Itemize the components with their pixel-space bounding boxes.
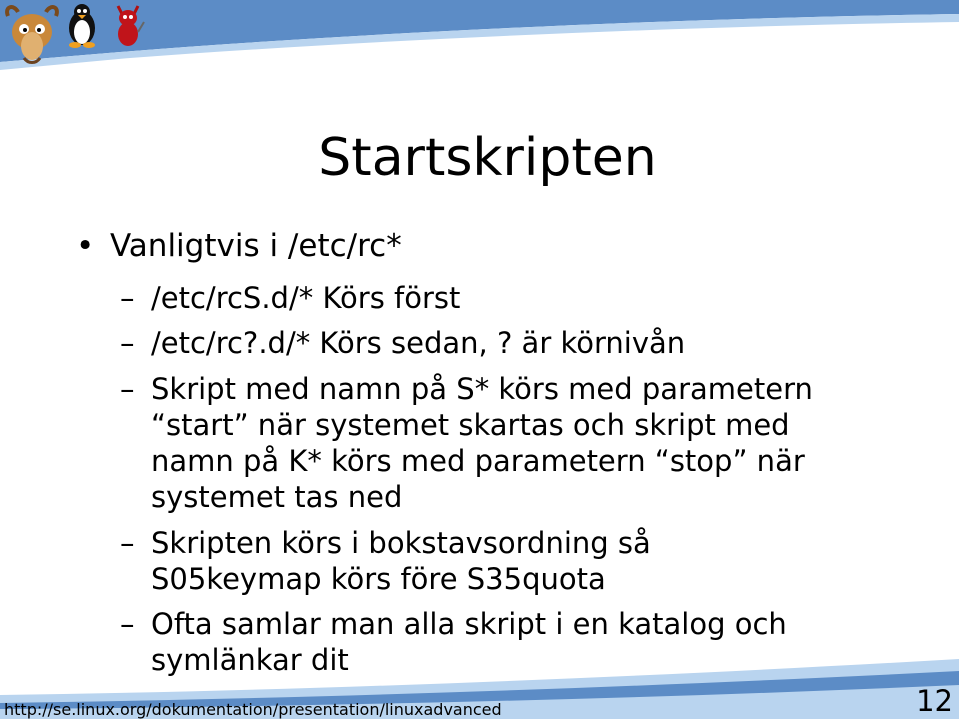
- main-bullet-text: Vanligtvis i /etc/rc*: [110, 228, 402, 264]
- sub-item: – Skripten körs i bokstavsordning så S05keymap körs före S35quota: [120, 525, 851, 597]
- sub-item-text: Skripten körs i bokstavsordning så S05keymap körs före S35quota: [151, 526, 651, 596]
- gnu-head-icon: [2, 2, 62, 64]
- sub-item: – /etc/rc?.d/* Körs sedan, ? är körnivån: [120, 325, 851, 361]
- sub-item-text: /etc/rc?.d/* Körs sedan, ? är körnivån: [151, 326, 686, 360]
- sub-item-text: /etc/rcS.d/* Körs först: [151, 281, 461, 315]
- page-number: 12: [916, 684, 953, 718]
- sub-item-text: Skript med namn på S* körs med parametern “start” när systemet skartas och skript med namn på K* körs med parametern “stop” när systemet tas ned: [151, 372, 813, 514]
- slide-title: Startskripten: [318, 128, 657, 188]
- bullet-dot-icon: •: [76, 228, 95, 264]
- bsd-daemon-icon: [110, 2, 146, 48]
- main-bullet: [76, 228, 402, 264]
- sub-item: – Skript med namn på S* körs med parametern “start” när systemet skartas och skript med namn på K* körs med parametern “stop” när systemet tas ned: [120, 371, 851, 515]
- tux-penguin-icon: [64, 2, 100, 48]
- footer-url: http://se.linux.org/dokumentation/presentation/linuxadvanced: [4, 700, 502, 719]
- sub-item: – /etc/rcS.d/* Körs först: [120, 280, 851, 316]
- sub-item-text: Ofta samlar man alla skript i en katalog och symlänkar dit: [151, 607, 787, 677]
- sub-item: – Ofta samlar man alla skript i en katalog och symlänkar dit: [120, 606, 851, 678]
